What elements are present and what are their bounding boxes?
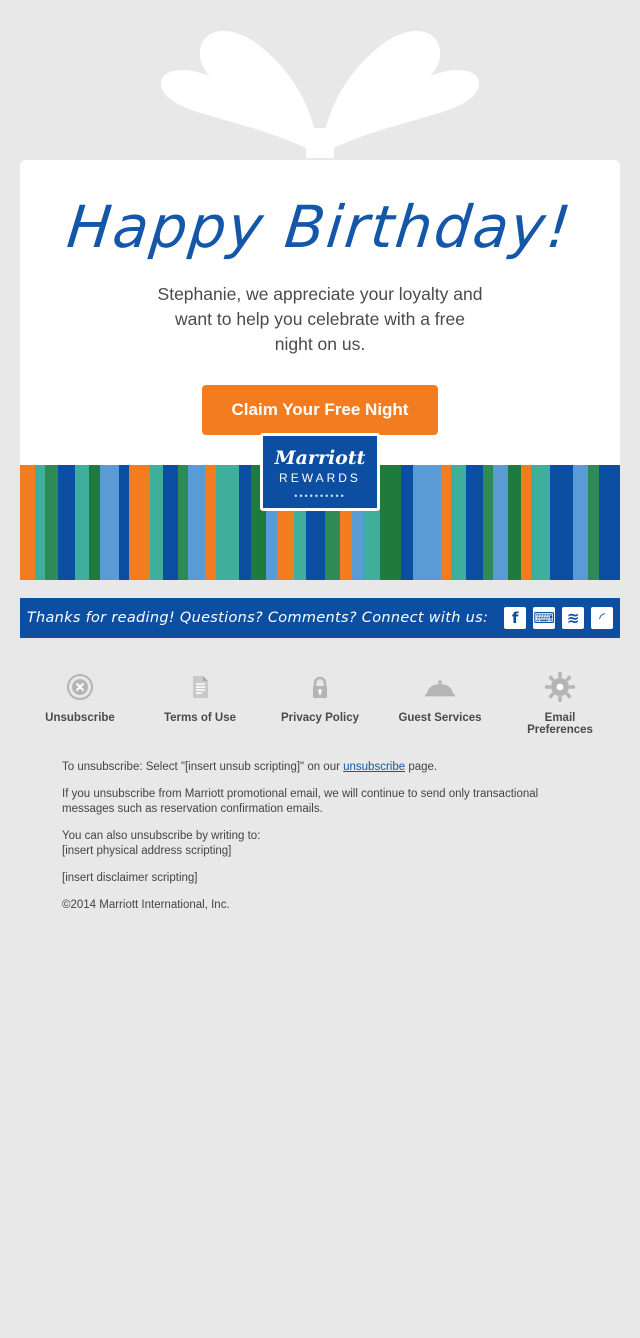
unsubscribe-icon [32, 668, 128, 706]
footer-link-privacy-policy[interactable] [272, 668, 368, 736]
disclaimer-text: [insert disclaimer scripting] [62, 872, 198, 884]
stripe [483, 465, 494, 580]
stripe [45, 465, 58, 580]
stripe [599, 465, 620, 580]
stripe [119, 465, 130, 580]
stripe [100, 465, 119, 580]
footer-link-label: Terms of Use [163, 712, 236, 724]
rss-icon[interactable]: ◜ [591, 607, 613, 629]
stripe [521, 465, 532, 580]
footer-link-label: Guest Services [398, 712, 482, 724]
social-bar-text: Thanks for reading! Questions? Comments? Connect with us: [26, 610, 489, 626]
social-icons-group [504, 607, 613, 629]
stripe [188, 465, 205, 580]
stripe [573, 465, 588, 580]
unsub-prefix: To unsubscribe: Select "[insert unsub scripting]" on our [62, 761, 344, 773]
stripe [239, 465, 252, 580]
social-connect-bar [20, 598, 620, 638]
lock-icon [272, 668, 368, 706]
stripe [150, 465, 163, 580]
footer-link-guest-services[interactable] [392, 668, 488, 736]
gift-bow-header [0, 0, 640, 160]
stripe [35, 465, 46, 580]
stripe [401, 465, 414, 580]
stripe [550, 465, 573, 580]
stripe [129, 465, 150, 580]
stripe [89, 465, 100, 580]
stripe [163, 465, 178, 580]
page-title: Happy Birthday! [64, 193, 576, 261]
postal-unsubscribe [62, 829, 578, 859]
transactional-note: If you unsubscribe from Marriott promotional email, we will continue to send only transactional messages such as reservation confirmation emails. [62, 788, 539, 815]
logo-program-text: REWARDS [279, 471, 361, 485]
copyright-text: ©2014 Marriott International, Inc. [62, 899, 230, 911]
stripe [451, 465, 466, 580]
terms-document-icon [152, 668, 248, 706]
ribbon-bow-icon [110, 8, 530, 158]
stripe [531, 465, 550, 580]
footer [20, 638, 620, 913]
unsubscribe-instructions [62, 760, 578, 775]
footer-link-label: Privacy Policy [281, 712, 359, 724]
greeting-text: Stephanie, we appreciate your loyalty and want to help you celebrate with a free night on us. [157, 284, 483, 354]
postal-line-1: You can also unsubscribe by writing to: [62, 830, 261, 842]
stripe [466, 465, 483, 580]
footer-link-label: Unsubscribe [45, 712, 115, 724]
claim-free-night-button[interactable]: Claim Your Free Night [202, 385, 439, 435]
stripe [75, 465, 90, 580]
stripe [493, 465, 508, 580]
logo-dots: •••••••••• [294, 491, 346, 501]
footer-link-unsubscribe[interactable] [32, 668, 128, 736]
gear-icon [512, 668, 608, 706]
stripe [508, 465, 521, 580]
footer-link-email-preferences[interactable] [512, 668, 608, 736]
legal-text [62, 760, 578, 913]
unsub-suffix: page. [405, 761, 438, 773]
marriott-rewards-logo [260, 433, 380, 511]
stripe [588, 465, 599, 580]
room-service-tray-icon [392, 668, 488, 706]
stripe [205, 465, 216, 580]
stripe [380, 465, 401, 580]
cta-container [20, 357, 620, 435]
stripe [178, 465, 189, 580]
postal-line-2: [insert physical address scripting] [62, 845, 232, 857]
footer-links-row [20, 660, 620, 740]
stripe [413, 465, 440, 580]
footer-link-label: Email Preferences [527, 712, 593, 736]
blog-icon[interactable]: ≋ [562, 607, 584, 629]
stripe [216, 465, 239, 580]
facebook-icon[interactable]: f [504, 607, 526, 629]
footer-link-terms-of-use[interactable] [152, 668, 248, 736]
unsubscribe-link[interactable]: unsubscribe [343, 761, 406, 773]
stripe [58, 465, 75, 580]
stripe [20, 465, 35, 580]
chat-bubble-icon[interactable]: ⌨ [533, 607, 555, 629]
stripes-band [20, 447, 620, 580]
stripe [441, 465, 452, 580]
hero-card [20, 160, 620, 465]
logo-brand-text: Marriott [274, 447, 366, 469]
